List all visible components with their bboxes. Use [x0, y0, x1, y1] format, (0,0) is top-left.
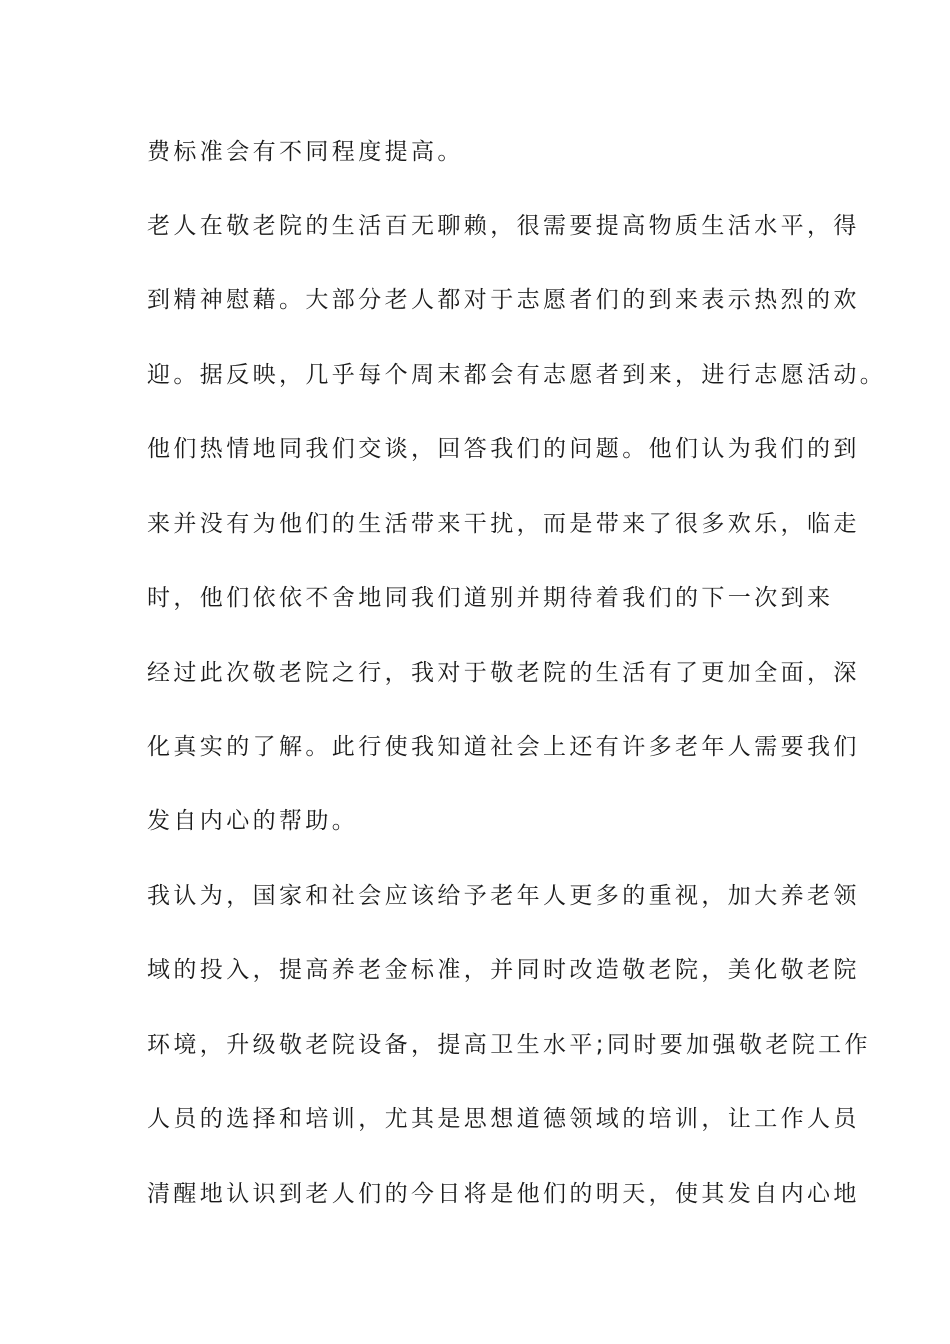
text-line: 清醒地认识到老人们的今日将是他们的明天，使其发自内心地	[147, 1181, 860, 1207]
text-line: 域的投入，提高养老金标准，并同时改造敬老院，美化敬老院	[147, 957, 860, 983]
text-line: 费标准会有不同程度提高。	[147, 139, 464, 165]
text-line: 发自内心的帮助。	[147, 808, 359, 834]
text-line: 时，他们依依不舍地同我们道别并期待着我们的下一次到来	[147, 585, 834, 611]
text-line: 来并没有为他们的生活带来干扰，而是带来了很多欢乐，临走	[147, 511, 860, 537]
text-line: 人员的选择和培训，尤其是思想道德领域的培训，让工作人员	[147, 1106, 860, 1132]
text-line: 迎。据反映，几乎每个周末都会有志愿者到来，进行志愿活动。	[147, 362, 887, 388]
text-line: 经过此次敬老院之行，我对于敬老院的生活有了更加全面，深	[147, 660, 860, 686]
text-line: 我认为，国家和社会应该给予老年人更多的重视，加大养老领	[147, 883, 860, 909]
text-line: 老人在敬老院的生活百无聊赖，很需要提高物质生活水平，得	[147, 213, 860, 239]
text-line: 化真实的了解。此行使我知道社会上还有许多老年人需要我们	[147, 734, 860, 760]
text-line: 环境，升级敬老院设备，提高卫生水平;同时要加强敬老院工作	[147, 1032, 871, 1058]
text-line: 到精神慰藉。大部分老人都对于志愿者们的到来表示热烈的欢	[147, 287, 860, 313]
text-line: 他们热情地同我们交谈，回答我们的问题。他们认为我们的到	[147, 436, 860, 462]
